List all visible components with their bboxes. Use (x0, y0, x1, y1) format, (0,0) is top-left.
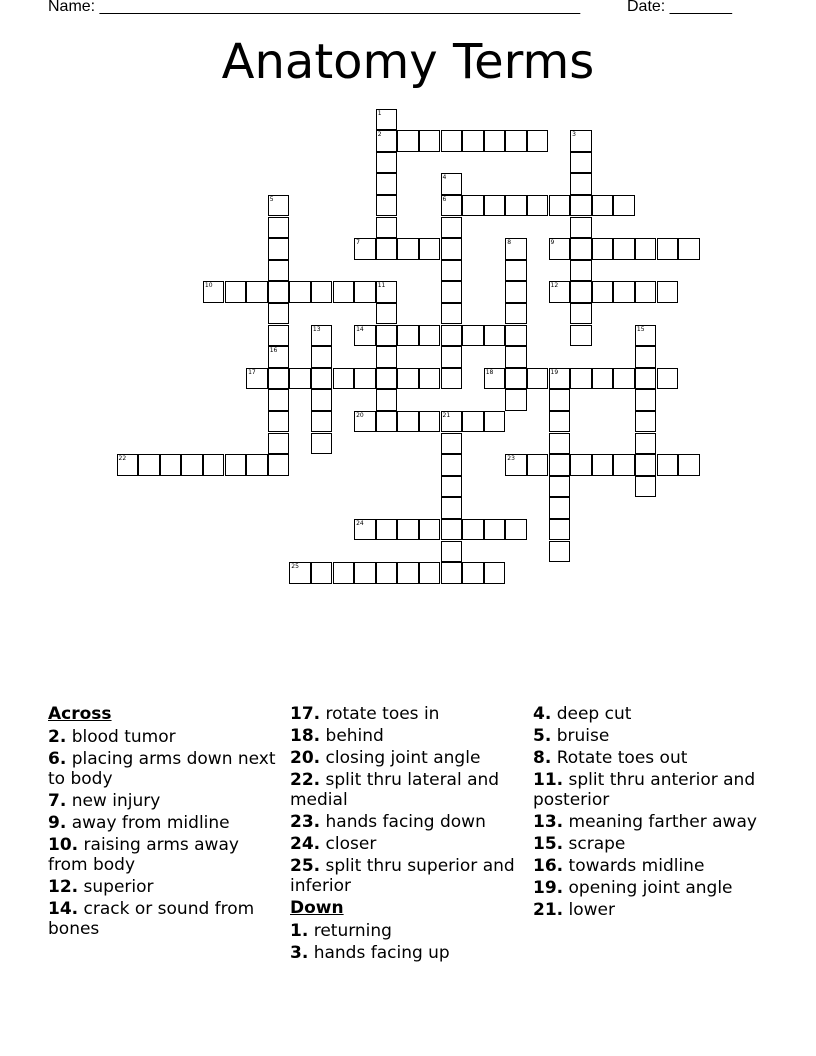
clue-across-24: 24. closer (290, 834, 377, 854)
grid-cell[interactable] (484, 325, 506, 347)
grid-cell[interactable] (462, 130, 484, 152)
grid-cell[interactable] (181, 454, 203, 476)
grid-cell[interactable] (462, 562, 484, 584)
grid-cell[interactable] (484, 562, 506, 584)
clue-down-1: 1. returning (290, 921, 392, 941)
clue-column-2 (290, 704, 520, 965)
clue-across-18: 18. behind (290, 726, 384, 746)
grid-cell[interactable] (419, 325, 441, 347)
clue-number: 24 (356, 519, 364, 527)
grid-cell[interactable] (354, 519, 376, 541)
grid-cell[interactable] (117, 454, 139, 476)
grid-cell[interactable] (484, 411, 506, 433)
grid-cell[interactable] (419, 519, 441, 541)
clue-number: 4 (442, 174, 447, 182)
grid-cell[interactable] (570, 454, 592, 476)
clue-across-14: 14. crack or sound from bones (48, 899, 255, 939)
grid-cell[interactable] (354, 368, 376, 390)
clue-down-19: 19. opening joint angle (533, 878, 733, 898)
grid-cell[interactable] (441, 173, 463, 195)
grid-cell[interactable] (570, 260, 592, 282)
grid-cell[interactable] (376, 238, 398, 260)
clue-number: 5 (269, 195, 274, 203)
grid-cell[interactable] (268, 368, 290, 390)
grid-cell[interactable] (441, 346, 463, 368)
grid-cell[interactable] (376, 368, 398, 390)
grid-cell[interactable] (613, 281, 635, 303)
grid-cell[interactable] (570, 195, 592, 217)
grid-cell[interactable] (354, 562, 376, 584)
grid-cell[interactable] (268, 238, 290, 260)
grid-cell[interactable] (635, 368, 657, 390)
clue-number: 1 (377, 109, 382, 117)
grid-cell[interactable] (441, 497, 463, 519)
grid-cell[interactable] (441, 368, 463, 390)
grid-cell[interactable] (419, 238, 441, 260)
grid-cell[interactable] (354, 238, 376, 260)
grid-cell[interactable] (570, 281, 592, 303)
grid-cell[interactable] (397, 238, 419, 260)
grid-cell[interactable] (635, 325, 657, 347)
grid-cell[interactable] (268, 303, 290, 325)
grid-cell[interactable] (203, 281, 225, 303)
grid-cell[interactable] (505, 195, 527, 217)
grid-cell[interactable] (635, 238, 657, 260)
grid-cell[interactable] (549, 519, 571, 541)
grid-cell[interactable] (657, 454, 679, 476)
grid-cell[interactable] (397, 519, 419, 541)
clue-across-25: 25. split thru superior and inferior (290, 856, 515, 896)
grid-cell[interactable] (311, 562, 333, 584)
grid-cell[interactable] (441, 303, 463, 325)
grid-cell[interactable] (289, 562, 311, 584)
across-heading: Across (48, 704, 112, 724)
grid-cell[interactable] (376, 411, 398, 433)
clue-number: 8 (507, 239, 512, 247)
grid-cell[interactable] (376, 217, 398, 239)
clue-number: 15 (636, 325, 645, 333)
grid-cell[interactable] (203, 454, 225, 476)
clue-number: 16 (269, 347, 278, 355)
clue-number: 14 (356, 325, 364, 333)
grid-cell[interactable] (441, 281, 463, 303)
grid-cell[interactable] (635, 454, 657, 476)
grid-cell[interactable] (333, 281, 355, 303)
grid-cell[interactable] (505, 238, 527, 260)
grid-cell[interactable] (613, 238, 635, 260)
clue-across-12: 12. superior (48, 877, 154, 897)
grid-cell[interactable] (549, 195, 571, 217)
grid-cell[interactable] (268, 217, 290, 239)
grid-cell[interactable] (376, 346, 398, 368)
grid-cell[interactable] (441, 541, 463, 563)
grid-cell[interactable] (527, 454, 549, 476)
grid-cell[interactable] (376, 152, 398, 174)
clue-across-7: 7. new injury (48, 791, 161, 811)
grid-cell[interactable] (613, 195, 635, 217)
grid-cell[interactable] (225, 454, 247, 476)
grid-cell[interactable] (505, 325, 527, 347)
grid-cell[interactable] (138, 454, 160, 476)
grid-cell[interactable] (678, 238, 700, 260)
grid-cell[interactable] (441, 562, 463, 584)
grid-cell[interactable] (376, 303, 398, 325)
name-field-label: Name: ______________________________________________________ (48, 0, 581, 15)
grid-cell[interactable] (311, 389, 333, 411)
grid-cell[interactable] (441, 130, 463, 152)
grid-cell[interactable] (484, 130, 506, 152)
grid-cell[interactable] (484, 519, 506, 541)
grid-cell[interactable] (311, 368, 333, 390)
grid-cell[interactable] (376, 130, 398, 152)
grid-cell[interactable] (549, 497, 571, 519)
grid-cell[interactable] (570, 368, 592, 390)
clue-number: 25 (291, 563, 299, 571)
grid-cell[interactable] (268, 433, 290, 455)
grid-cell[interactable] (289, 281, 311, 303)
clue-number: 12 (550, 282, 559, 290)
grid-cell[interactable] (505, 260, 527, 282)
grid-cell[interactable] (570, 173, 592, 195)
grid-cell[interactable] (462, 195, 484, 217)
clue-number: 18 (485, 368, 494, 376)
grid-cell[interactable] (441, 519, 463, 541)
grid-cell[interactable] (505, 346, 527, 368)
grid-cell[interactable] (635, 281, 657, 303)
grid-cell[interactable] (549, 476, 571, 498)
grid-cell[interactable] (505, 130, 527, 152)
clue-across-10: 10. raising arms away from body (48, 835, 239, 875)
grid-cell[interactable] (635, 411, 657, 433)
grid-cell[interactable] (549, 541, 571, 563)
grid-cell[interactable] (549, 454, 571, 476)
grid-cell[interactable] (397, 562, 419, 584)
grid-cell[interactable] (397, 325, 419, 347)
grid-cell[interactable] (484, 195, 506, 217)
grid-cell[interactable] (354, 281, 376, 303)
grid-cell[interactable] (592, 281, 614, 303)
grid-cell[interactable] (268, 389, 290, 411)
grid-cell[interactable] (333, 368, 355, 390)
clue-across-17: 17. rotate toes in (290, 704, 440, 724)
grid-cell[interactable] (160, 454, 182, 476)
grid-cell[interactable] (246, 281, 268, 303)
clue-number: 10 (204, 282, 213, 290)
grid-cell[interactable] (268, 260, 290, 282)
grid-cell[interactable] (311, 281, 333, 303)
grid-cell[interactable] (549, 389, 571, 411)
grid-cell[interactable] (505, 281, 527, 303)
clue-down-5: 5. bruise (533, 726, 610, 746)
clue-down-15: 15. scrape (533, 834, 626, 854)
grid-cell[interactable] (505, 368, 527, 390)
grid-cell[interactable] (311, 433, 333, 455)
clue-across-23: 23. hands facing down (290, 812, 486, 832)
clue-down-21: 21. lower (533, 900, 616, 920)
grid-cell[interactable] (613, 454, 635, 476)
grid-cell[interactable] (376, 109, 398, 131)
grid-cell[interactable] (246, 368, 268, 390)
grid-cell[interactable] (376, 173, 398, 195)
grid-cell[interactable] (441, 411, 463, 433)
grid-cell[interactable] (592, 454, 614, 476)
grid-cell[interactable] (635, 389, 657, 411)
clue-number: 19 (550, 368, 559, 376)
grid-cell[interactable] (376, 389, 398, 411)
grid-cell[interactable] (441, 325, 463, 347)
grid-cell[interactable] (635, 433, 657, 455)
grid-cell[interactable] (657, 281, 679, 303)
grid-cell[interactable] (441, 433, 463, 455)
grid-cell[interactable] (570, 152, 592, 174)
grid-cell[interactable] (570, 303, 592, 325)
grid-cell[interactable] (549, 368, 571, 390)
grid-cell[interactable] (570, 238, 592, 260)
grid-cell[interactable] (311, 411, 333, 433)
grid-cell[interactable] (419, 130, 441, 152)
clue-down-11: 11. split thru anterior and posterior (533, 770, 756, 810)
grid-cell[interactable] (333, 562, 355, 584)
grid-cell[interactable] (613, 368, 635, 390)
grid-cell[interactable] (376, 562, 398, 584)
clue-number: 9 (550, 239, 555, 247)
grid-cell[interactable] (225, 281, 247, 303)
grid-cell[interactable] (462, 411, 484, 433)
grid-cell[interactable] (397, 368, 419, 390)
down-heading: Down (290, 898, 344, 918)
page-title: Anatomy Terms (221, 34, 595, 90)
grid-cell[interactable] (592, 368, 614, 390)
grid-cell[interactable] (549, 411, 571, 433)
grid-cell[interactable] (419, 411, 441, 433)
grid-cell[interactable] (268, 411, 290, 433)
clue-column-3 (533, 704, 763, 922)
grid-cell[interactable] (570, 130, 592, 152)
grid-cell[interactable] (441, 260, 463, 282)
grid-cell[interactable] (527, 368, 549, 390)
grid-cell[interactable] (527, 130, 549, 152)
clue-number: 3 (572, 131, 576, 139)
grid-cell[interactable] (376, 281, 398, 303)
clue-across-9: 9. away from midline (48, 813, 230, 833)
grid-cell[interactable] (441, 195, 463, 217)
grid-cell[interactable] (678, 454, 700, 476)
grid-cell[interactable] (441, 217, 463, 239)
clue-number: 13 (312, 325, 321, 333)
clue-number: 20 (356, 411, 364, 419)
grid-cell[interactable] (527, 195, 549, 217)
clue-number: 7 (356, 239, 360, 247)
grid-cell[interactable] (592, 195, 614, 217)
grid-cell[interactable] (246, 454, 268, 476)
grid-cell[interactable] (657, 368, 679, 390)
grid-cell[interactable] (376, 195, 398, 217)
grid-cell[interactable] (397, 130, 419, 152)
grid-cell[interactable] (268, 281, 290, 303)
clue-number: 6 (442, 195, 447, 203)
grid-cell[interactable] (549, 238, 571, 260)
clue-number: 23 (507, 455, 515, 463)
clue-down-8: 8. Rotate toes out (533, 748, 688, 768)
clue-down-3: 3. hands facing up (290, 943, 450, 963)
clue-number: 11 (377, 282, 386, 290)
grid-cell[interactable] (289, 368, 311, 390)
clue-down-13: 13. meaning farther away (533, 812, 757, 832)
grid-cell[interactable] (462, 519, 484, 541)
grid-cell[interactable] (397, 411, 419, 433)
grid-cell[interactable] (505, 389, 527, 411)
grid-cell[interactable] (635, 346, 657, 368)
grid-cell[interactable] (549, 281, 571, 303)
grid-cell[interactable] (311, 346, 333, 368)
grid-cell[interactable] (635, 476, 657, 498)
grid-cell[interactable] (354, 325, 376, 347)
grid-cell[interactable] (441, 476, 463, 498)
grid-cell[interactable] (419, 368, 441, 390)
clue-down-16: 16. towards midline (533, 856, 705, 876)
grid-cell[interactable] (570, 217, 592, 239)
clue-across-20: 20. closing joint angle (290, 748, 481, 768)
grid-cell[interactable] (268, 325, 290, 347)
grid-cell[interactable] (268, 346, 290, 368)
grid-cell[interactable] (657, 238, 679, 260)
grid-cell[interactable] (419, 562, 441, 584)
grid-cell[interactable] (441, 238, 463, 260)
grid-cell[interactable] (311, 325, 333, 347)
clue-number: 2 (377, 131, 382, 139)
date-field-label: Date: _______ (627, 0, 732, 15)
clue-down-4: 4. deep cut (533, 704, 632, 724)
grid-cell[interactable] (376, 325, 398, 347)
grid-cell[interactable] (268, 195, 290, 217)
grid-cell[interactable] (354, 411, 376, 433)
grid-cell[interactable] (441, 454, 463, 476)
clue-number: 17 (248, 368, 256, 376)
grid-cell[interactable] (462, 325, 484, 347)
grid-cell[interactable] (592, 238, 614, 260)
grid-cell[interactable] (505, 454, 527, 476)
clue-across-22: 22. split thru lateral and medial (290, 770, 500, 810)
grid-cell[interactable] (505, 519, 527, 541)
grid-cell[interactable] (376, 519, 398, 541)
grid-cell[interactable] (505, 303, 527, 325)
clue-across-2: 2. blood tumor (48, 727, 176, 747)
grid-cell[interactable] (268, 454, 290, 476)
grid-cell[interactable] (570, 325, 592, 347)
clue-number: 21 (442, 411, 451, 419)
clue-across-6: 6. placing arms down next to body (48, 749, 276, 789)
grid-cell[interactable] (549, 433, 571, 455)
clue-number: 22 (118, 455, 127, 463)
grid-cell[interactable] (484, 368, 506, 390)
clue-column-1 (48, 704, 278, 941)
